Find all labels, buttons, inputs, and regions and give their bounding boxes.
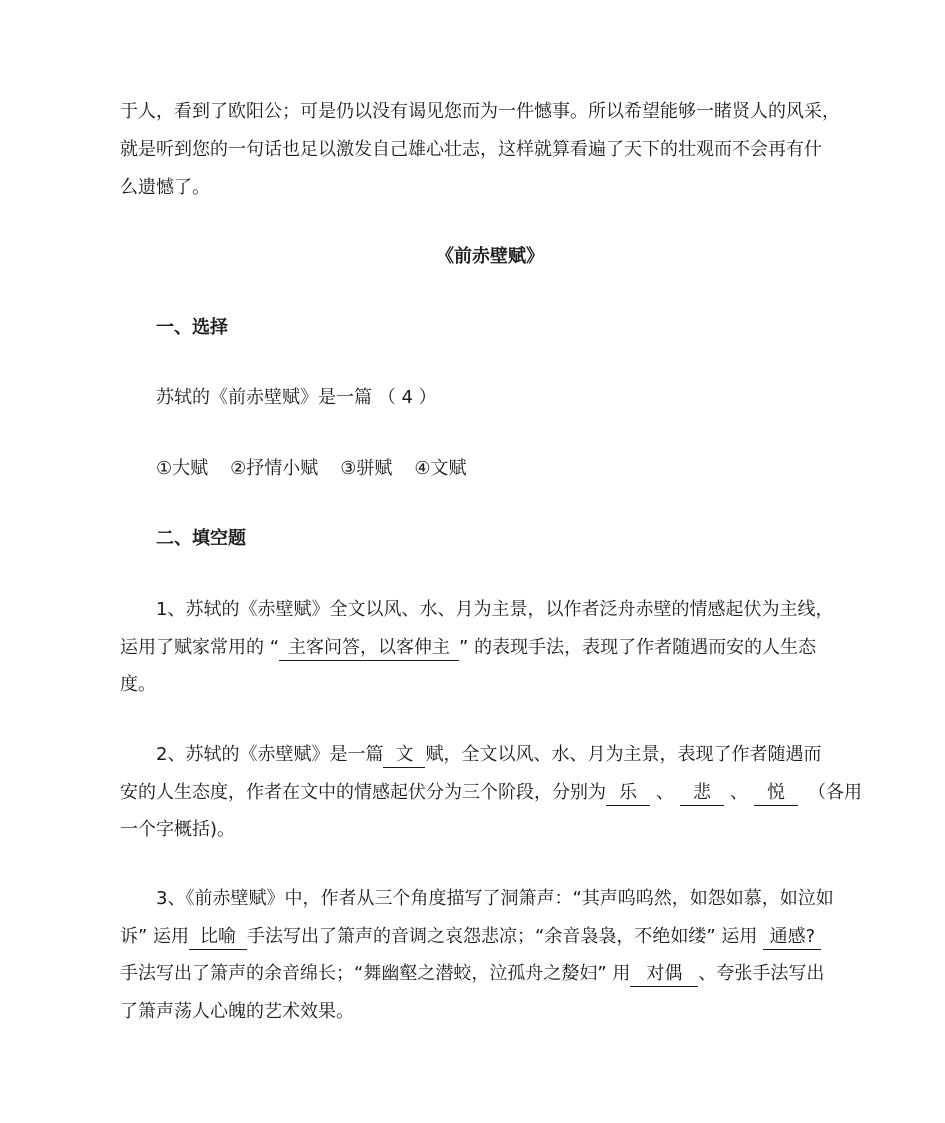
intro-line-3: 么遗憾了。 [120, 177, 210, 198]
option-4: ④文赋 [414, 458, 467, 479]
q2-line-2 [120, 780, 862, 806]
q3-text-3: 手法写出了箫声的余音绵长；“舞幽壑之潜蛟，泣孤舟之嫠妇” 用 [120, 963, 631, 984]
q3-answer-3: 对偶 [630, 962, 698, 987]
q3-line-4: 了箫声荡人心魄的艺术效果。 [120, 1001, 354, 1022]
q1-answer: 主客问答，以客伸主 [279, 636, 459, 661]
choice-question: 苏轼的《前赤壁赋》是一篇 （ 4 ） [156, 387, 437, 408]
option-1: ①大赋 [156, 458, 209, 479]
section-heading-choice: 一、选择 [156, 317, 228, 338]
q2-sep-2: 、 [730, 782, 748, 803]
q1-line-3: 度。 [120, 674, 156, 695]
intro-line-2: 就是听到您的一句话也足以激发自己雄心壮志，这样就算看遍了天下的壮观而不会再有什 [120, 139, 822, 160]
q3-text-2: 手法写出了箫声的音调之哀怨悲凉；“余音袅袅，不绝如缕” 运用 [247, 926, 758, 947]
q1-line-1: 1、苏轼的《赤壁赋》全文以风、水、月为主景，以作者泛舟赤壁的情感起伏为主线， [156, 599, 834, 620]
q3-line-3 [120, 961, 824, 987]
q2-text-2: 安的人生态度，作者在文中的情感起伏分为三个阶段，分别为 [120, 782, 606, 803]
section-title: 《前赤壁赋》 [436, 246, 544, 267]
intro-line-1: 于人，看到了欧阳公；可是仍以没有谒见您而为一件憾事。所以希望能够一睹贤人的风采， [120, 101, 840, 122]
q2-answer-1: 文 [383, 743, 425, 768]
q3-line-2 [120, 924, 821, 950]
q3-text-4: 、夸张手法写出 [698, 963, 825, 984]
q1-line-2 [120, 635, 816, 661]
q2-text-3: （各用 [808, 782, 862, 803]
q3-answer-1: 比喻 [189, 925, 247, 950]
q2-sep-1: 、 [656, 782, 674, 803]
q3-answer-2: 通感? [763, 925, 821, 950]
q3-text-1: 诉” 运用 [120, 926, 190, 947]
section-heading-fill: 二、填空题 [156, 528, 246, 549]
q2-answer-2: 乐 [606, 781, 650, 806]
q3-line-1: 3、《前赤壁赋》中，作者从三个角度描写了洞箫声：“其声呜呜然，如怨如慕，如泣如 [156, 888, 834, 909]
q2-answer-3: 悲 [680, 781, 724, 806]
q2-text-pre: 2、苏轼的《赤壁赋》是一篇 [156, 744, 384, 765]
q1-text-pre: 运用了赋家常用的 “ [120, 637, 280, 658]
q1-text-post: ” 的表现手法，表现了作者随遇而安的人生态 [459, 637, 817, 658]
q2-text-post: 赋，全文以风、水、月为主景，表现了作者随遇而 [425, 744, 822, 765]
q2-answer-4: 悦 [754, 781, 798, 806]
choice-options [156, 456, 467, 482]
option-2: ②抒情小赋 [230, 458, 319, 479]
q2-line-1 [156, 742, 821, 768]
option-3: ③骈赋 [340, 458, 393, 479]
q2-line-3: 一个字概括)。 [120, 819, 236, 840]
